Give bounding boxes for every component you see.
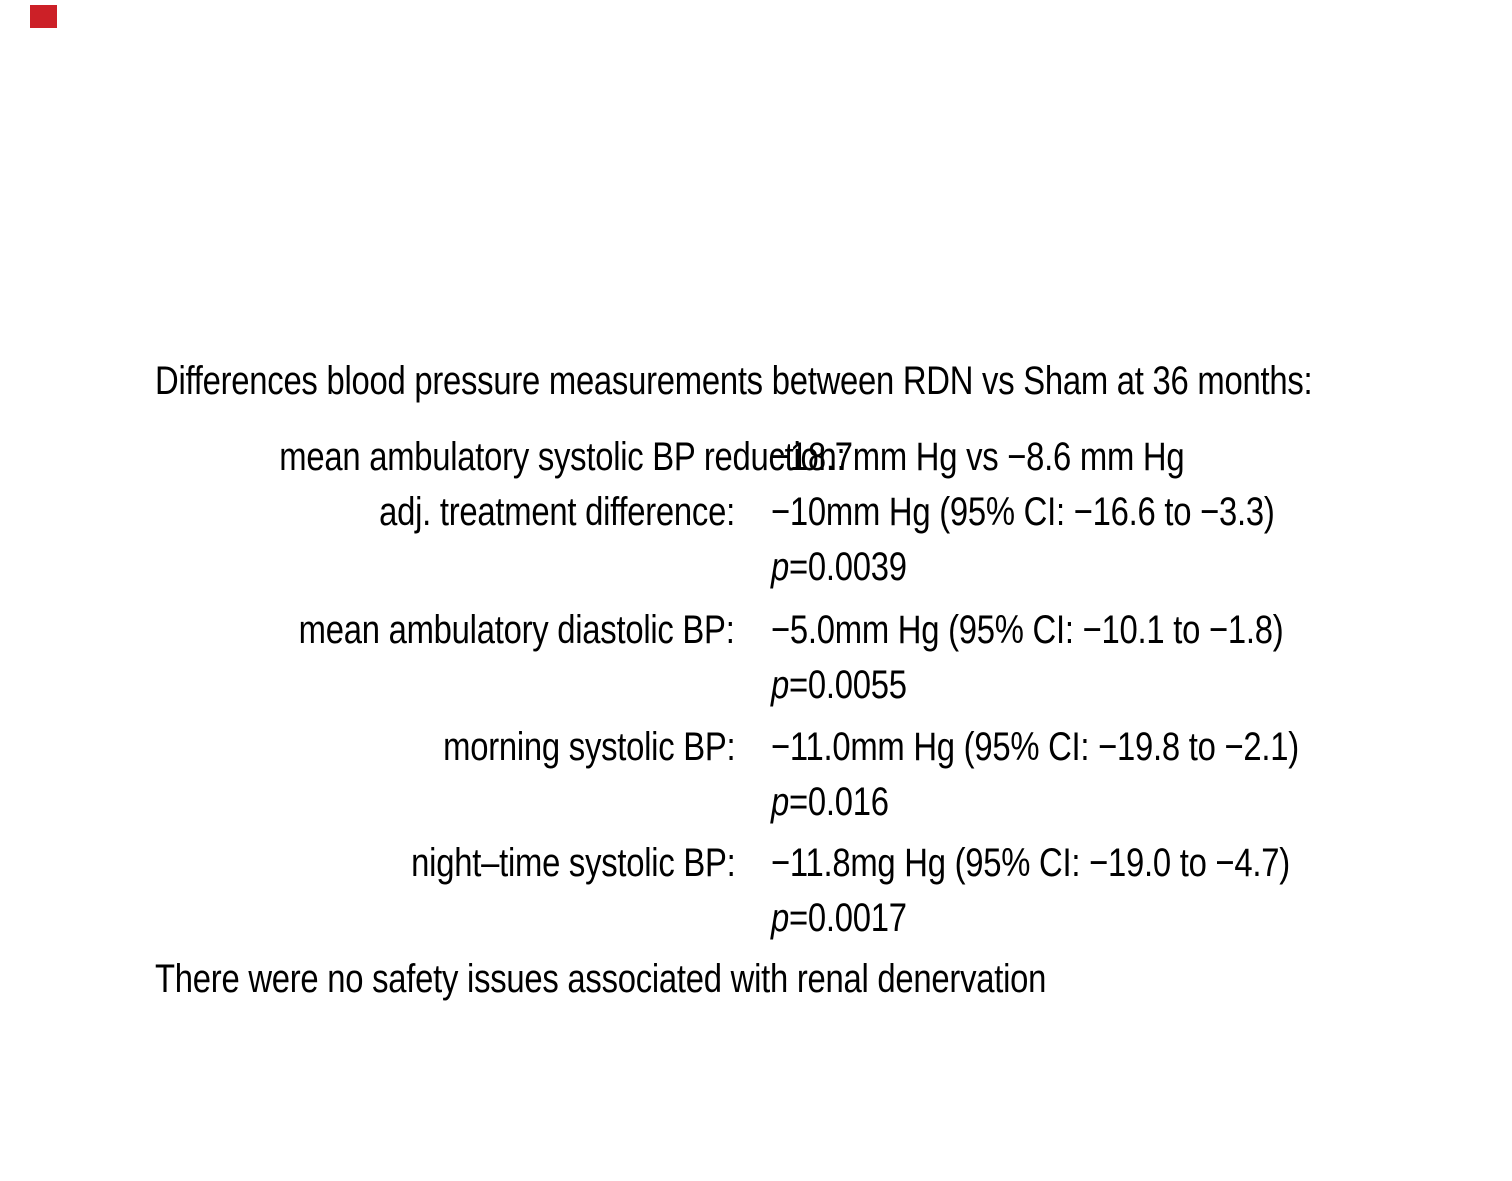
red-corner-mark <box>30 5 57 28</box>
measurement-value: −10mm Hg (95% CI: −16.6 to −3.3) <box>771 490 1275 534</box>
measurement-label: morning systolic BP: <box>442 725 735 769</box>
p-value-line <box>155 895 1512 941</box>
footer-line <box>155 956 1512 1002</box>
measurement-label: mean ambulatory diastolic BP: <box>299 608 735 652</box>
p-number: =0.0055 <box>789 663 907 707</box>
measurement-value: −18.7mm Hg vs −8.6 mm Hg <box>771 435 1185 479</box>
measurement-row <box>155 489 1512 535</box>
p-value-line <box>155 779 1512 825</box>
measurement-value: −5.0mm Hg (95% CI: −10.1 to −1.8) <box>771 608 1284 652</box>
p-symbol: p <box>771 545 790 589</box>
measurement-row <box>155 607 1512 653</box>
p-value <box>771 779 889 825</box>
p-symbol: p <box>771 780 790 824</box>
measurement-value: −11.8mg Hg (95% CI: −19.0 to −4.7) <box>771 841 1290 885</box>
p-number: =0.016 <box>789 780 889 824</box>
measurement-label: night–time systolic BP: <box>410 841 735 885</box>
measurement-label: adj. treatment difference: <box>379 490 735 534</box>
p-value <box>771 662 907 708</box>
p-number: =0.0039 <box>789 545 907 589</box>
p-value <box>771 544 907 590</box>
p-value <box>771 895 907 941</box>
measurement-value: −11.0mm Hg (95% CI: −19.8 to −2.1) <box>771 725 1299 769</box>
measurement-row <box>155 724 1512 770</box>
p-value-line <box>155 544 1512 590</box>
measurement-row <box>155 434 1512 480</box>
p-symbol: p <box>771 663 790 707</box>
measurement-label: mean ambulatory systolic BP reduction: <box>279 435 846 479</box>
page-title: Differences blood pressure measurements between RDN vs Sham at 36 months: <box>155 359 1313 403</box>
safety-note: There were no safety issues associated with renal denervation <box>155 957 1047 1001</box>
p-value-line <box>155 662 1512 708</box>
title-line <box>155 358 1512 404</box>
p-number: =0.0017 <box>789 896 907 940</box>
measurement-row <box>155 840 1512 886</box>
p-symbol: p <box>771 896 790 940</box>
